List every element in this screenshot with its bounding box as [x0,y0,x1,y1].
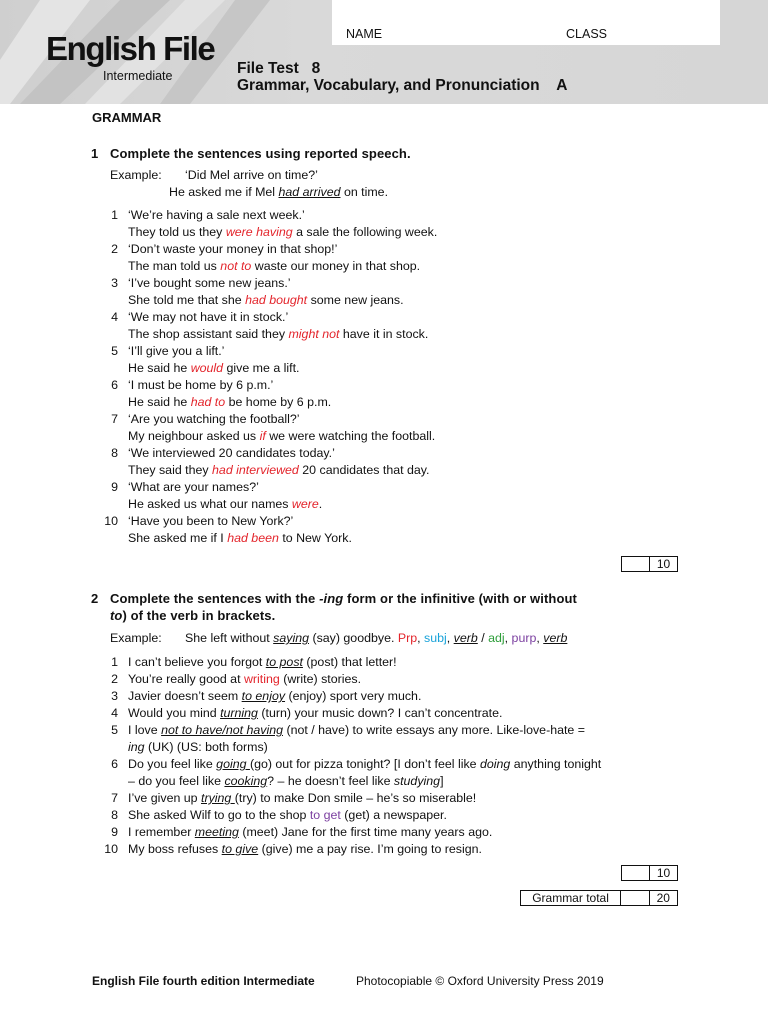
footer-edition: English File fourth edition Intermediate [92,974,315,988]
q1-item-answer-line [128,326,428,342]
q1-item-pre: She asked me if I [128,531,228,545]
q2-item-line [128,824,492,840]
q1-item-post: have it in stock. [339,327,429,341]
q2-item-number: 3 [111,689,118,703]
q2-heading [91,590,690,624]
q1-number: 1 [91,146,99,161]
q2-item-post: (write) stories. [279,672,362,686]
q2-item-line [128,756,601,772]
grammar-total-label: Grammar total [521,891,621,905]
q2-item-pre: She asked Wilf to go to the shop [128,808,310,822]
q1-item-answer: had interviewed [212,463,299,477]
q2-item-pre: I’ve given up [128,791,202,805]
q2-score: 10 [656,866,671,880]
q2-item-post: (enjoy) sport very much. [285,689,422,703]
note-prp: Prp [397,631,418,645]
q1-item-answer: had to [190,395,226,409]
q2-item-number: 1 [111,655,118,669]
q2-score-box [621,865,678,881]
q2-item-answer: going [216,757,250,771]
q2-item-line [128,671,361,687]
q1-item-answer-line [128,394,331,410]
q2-item-note: – do you feel like [128,774,225,788]
q2-item-number: 2 [111,672,118,686]
q1-item-quote: ‘Have you been to New York?’ [128,514,294,528]
class-label: CLASS [566,27,607,41]
q2-item-post: (post) that letter! [302,655,397,669]
q2-item-answer: turning [220,706,258,720]
q1-example-label: Example: [110,168,162,182]
q2-item-line [128,705,502,721]
q2-item-line [128,722,585,738]
q1-score-box [621,556,678,572]
q1-item-quote: ‘We interviewed 20 candidates today.’ [128,446,335,460]
q2-item-number: 10 [104,842,118,856]
q1-item-number: 3 [111,276,118,290]
q2-item-post: (go) out for pizza tonight? [I don’t feel like [249,757,480,771]
q1-item-number: 2 [111,242,118,256]
q1-item-answer-line [128,224,437,240]
q2-item-note: ] [440,774,444,788]
q1-heading [91,145,411,162]
note-verb: verb [453,631,478,645]
q2-item-number: 4 [111,706,118,720]
q1-item-quote: ‘I’ll give you a lift.’ [128,344,225,358]
q2-item-pre: I can’t believe you forgot [128,655,266,669]
q2-item-answer: trying [201,791,235,805]
q1-item-post: waste our money in that shop. [251,259,421,273]
q1-item-quote: ‘Don’t waste your money in that shop!’ [128,242,338,256]
q1-score: 10 [656,557,671,571]
section-heading: GRAMMAR [92,110,162,125]
q2-item-line [128,688,421,704]
note-slash: / [477,631,489,645]
q2-item-pre: I love [128,723,162,737]
q2-item-note: ing (UK) (US: both forms) [128,740,268,754]
q1-item-answer: had been [227,531,279,545]
q1-item-quote: ‘We’re having a sale next week.’ [128,208,305,222]
q2-item-answer: to enjoy [241,689,286,703]
q2-item-pre: You’re really good at [128,672,244,686]
q1-item-post: give me a lift. [223,361,300,375]
q1-item-answer: had bought [245,293,308,307]
q2-item-pre: Javier doesn’t seem [128,689,242,703]
q1-item-pre: They said they [128,463,213,477]
logo-title: English File [46,30,215,67]
q2-example-pre: She left without [185,631,274,645]
q2-example-line [185,630,567,646]
q1-item-answer: were having [225,225,293,239]
q1-item-answer-line [128,496,322,512]
note-subj: subj [424,631,447,645]
q1-item-answer: were [291,497,319,511]
q2-item-line2 [128,739,268,755]
q1-item-answer-line [128,530,352,546]
q2-instruction-part: Complete the sentences with the [110,591,320,606]
footer-copyright: Photocopiable © Oxford University Press 2019 [356,974,604,988]
q2-item-post: (not / have) to write essays any more. Like-love-hate = [283,723,585,737]
q2-number: 2 [91,591,99,606]
q1-item-number: 7 [111,412,118,426]
q1-item-post: 20 candidates that day. [298,463,430,477]
q1-item-quote: ‘I must be home by 6 p.m.’ [128,378,274,392]
q1-item-pre: He asked us what our names [128,497,292,511]
grammar-total-score: 20 [649,891,677,905]
q1-item-answer-line [128,360,300,376]
q1-item-answer: if [259,429,266,443]
q2-item-note-studying: studying [393,774,441,788]
q1-item-number: 1 [111,208,118,222]
q1-item-pre: They told us they [128,225,226,239]
q1-item-pre: He said he [128,395,191,409]
q2-item-answer: to give [221,842,259,856]
q2-item-number: 7 [111,791,118,805]
q2-item-line2 [128,773,444,789]
q1-item-post: . [318,497,323,511]
q2-item-line [128,654,397,670]
q1-item-post: be home by 6 p.m. [225,395,332,409]
q2-item-pre: Do you feel like [128,757,217,771]
q2-item-pre: My boss refuses [128,842,222,856]
q2-item-post: (turn) your music down? I can’t concentrate. [257,706,503,720]
q2-item-number: 8 [111,808,118,822]
q1-item-number: 4 [111,310,118,324]
q2-item-number: 5 [111,723,118,737]
q2-item-post: (try) to make Don smile – he’s so miserable! [234,791,477,805]
note-sep: , [504,631,512,645]
q1-item-post: some new jeans. [307,293,404,307]
q1-item-answer: would [190,361,224,375]
note-purp: purp [511,631,537,645]
q2-item-note: ? – he doesn’t feel like [267,774,394,788]
q2-item-note-cooking: cooking [224,774,268,788]
q2-item-post: (give) me a pay rise. I’m going to resign. [258,842,482,856]
q2-instruction-to: to [110,608,123,623]
q2-instruction-part: form or the infinitive (with or without [343,591,577,606]
q2-item-line [128,841,482,857]
q1-item-pre: My neighbour asked us [128,429,260,443]
q1-example-pre: He asked me if Mel [169,185,279,199]
q2-example-post: (say) goodbye. [309,631,398,645]
q2-instruction-part: ) of the verb in brackets. [122,608,276,623]
q2-item-answer: not to have/not having [161,723,283,737]
file-test-number: File Test 8 [237,60,321,77]
q2-item-post2: anything tonight [510,757,602,771]
q1-item-pre: The shop assistant said they [128,327,289,341]
note-sep: , [417,631,425,645]
note-adj: adj [488,631,505,645]
q2-item-answer: meeting [194,825,239,839]
q1-item-number: 8 [111,446,118,460]
q1-item-number: 6 [111,378,118,392]
q2-item-pre: Would you mind [128,706,221,720]
q1-item-quote: ‘What are your names?’ [128,480,259,494]
q1-item-number: 10 [104,514,118,528]
q1-item-post: a sale the following week. [292,225,438,239]
q1-example-answer-line [169,184,388,200]
name-class-box [332,0,720,45]
q2-item-answer: writing [243,672,280,686]
q1-example-post: on time. [340,185,389,199]
q2-item-line [128,790,476,806]
test-subtitle: Grammar, Vocabulary, and Pronunciation A [237,77,568,94]
q1-item-pre: He said he [128,361,191,375]
q2-item-post: (get) a newspaper. [340,808,447,822]
note-sep: , [536,631,544,645]
q2-example-label: Example: [110,631,162,645]
note-sep: , [446,631,454,645]
q2-item-number: 9 [111,825,118,839]
q2-item-answer: to post [265,655,303,669]
q2-item-number: 6 [111,757,118,771]
q2-example-answer: saying [273,631,309,645]
grammar-total-blank [621,891,648,905]
q1-item-quote: ‘We may not have it in stock.’ [128,310,289,324]
q2-item-note-ing: ing [128,740,145,754]
q1-example-quote: ‘Did Mel arrive on time?’ [185,168,318,182]
q2-instruction-ing: -ing [319,591,344,606]
q1-example-answer: had arrived [278,185,341,199]
q2-item-pre: I remember [128,825,195,839]
q1-item-answer-line [128,258,420,274]
q1-item-quote: ‘Are you watching the football?’ [128,412,300,426]
q1-item-post: to New York. [278,531,352,545]
q1-instruction: Complete the sentences using reported speech. [110,146,411,161]
q1-item-number: 5 [111,344,118,358]
q1-item-answer: might not [288,327,340,341]
name-label: NAME [346,27,383,41]
q1-item-post: we were watching the football. [265,429,436,443]
q2-item-post: (meet) Jane for the first time many years ago. [238,825,493,839]
q1-item-quote: ‘I’ve bought some new jeans.’ [128,276,291,290]
q1-item-pre: The man told us [128,259,221,273]
q2-item-line [128,807,447,823]
logo-subtitle: Intermediate [103,69,173,83]
q1-item-answer-line [128,462,429,478]
q2-item-answer: to get [309,808,341,822]
q1-item-answer: not to [220,259,252,273]
q1-item-number: 9 [111,480,118,494]
q1-item-answer-line [128,292,404,308]
note-verb: verb [543,631,568,645]
q1-item-answer-line [128,428,435,444]
grammar-total-box [520,890,678,906]
q1-item-pre: She told me that she [128,293,246,307]
q2-item-note-doing: doing [479,757,511,771]
